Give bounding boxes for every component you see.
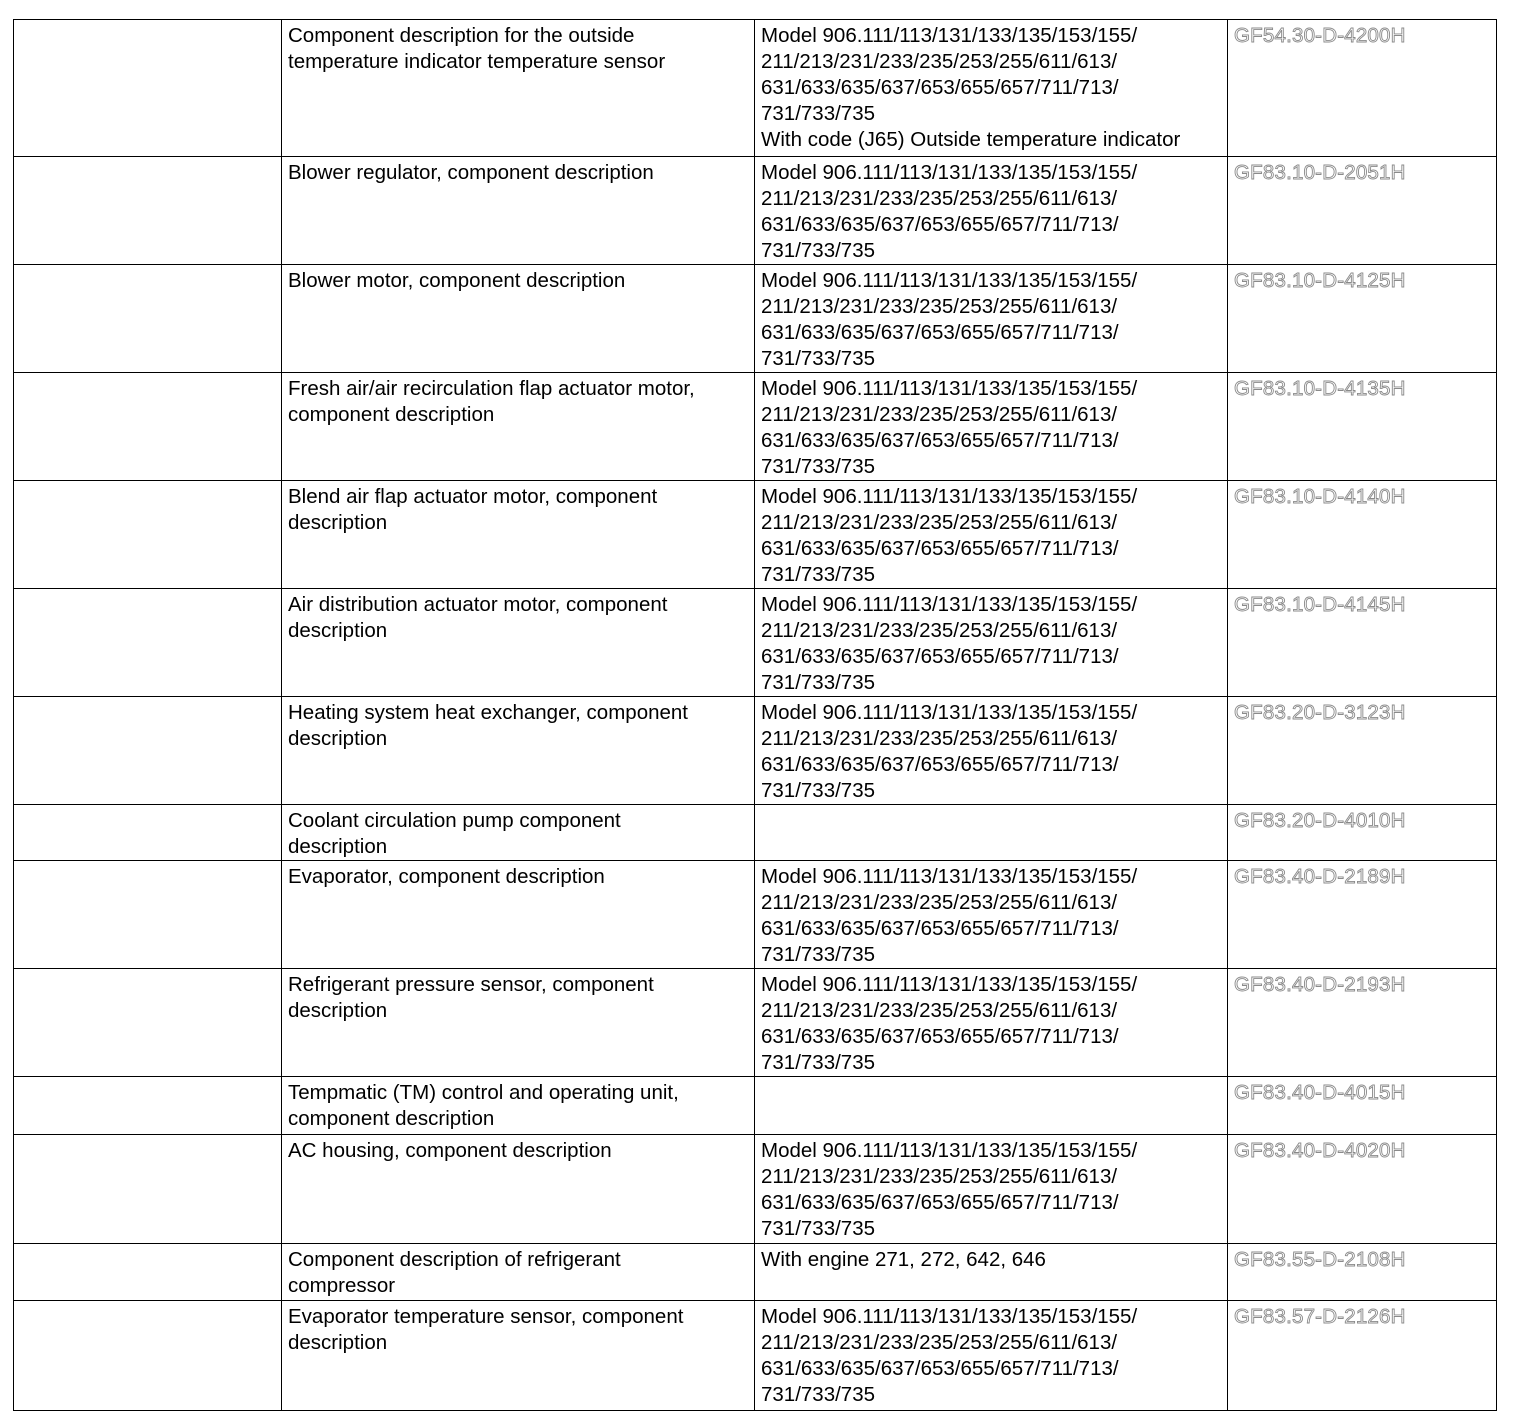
table-row [14,20,1497,157]
table-row [14,1077,1497,1135]
document-code-cell [1228,1244,1497,1301]
table-row [14,481,1497,589]
document-code-cell [1228,969,1497,1077]
table-body [14,20,1497,1411]
table-row [14,589,1497,697]
table-row [14,265,1497,373]
model-applicability: Model 906.111/113/131/133/135/153/155/ 211/213/231/233/235/253/255/611/613/ 631/633/635/637/653/655/657/711/713/ 731/733/735 [755,969,1228,1077]
document-code-cell [1228,373,1497,481]
document-code-cell [1228,1077,1497,1135]
table-row [14,805,1497,861]
document-code-link[interactable]: GF83.10-D-4125H [1234,269,1406,292]
empty-cell [14,861,282,969]
table-row [14,861,1497,969]
document-code-link[interactable]: GF83.20-D-3123H [1234,701,1406,724]
model-applicability: Model 906.111/113/131/133/135/153/155/ 211/213/231/233/235/253/255/611/613/ 631/633/635/637/653/655/657/711/713/ 731/733/735 [755,1135,1228,1244]
document-code-link[interactable]: GF83.10-D-2051H [1234,161,1406,184]
table-row [14,1301,1497,1411]
component-description: Component description for the outside temperature indicator temperature sensor [282,20,755,157]
document-code-link[interactable]: GF83.40-D-2193H [1234,973,1406,996]
component-description: Coolant circulation pump component description [282,805,755,861]
empty-cell [14,1301,282,1411]
table-row [14,1244,1497,1301]
table-row [14,697,1497,805]
document-code-link[interactable]: GF83.40-D-4020H [1234,1139,1406,1162]
component-description: AC housing, component description [282,1135,755,1244]
model-applicability: Model 906.111/113/131/133/135/153/155/ 211/213/231/233/235/253/255/611/613/ 631/633/635/637/653/655/657/711/713/ 731/733/735 With code (J65) Outside temperature indicator [755,20,1228,157]
component-description: Evaporator temperature sensor, component description [282,1301,755,1411]
empty-cell [14,481,282,589]
empty-cell [14,265,282,373]
component-description: Blend air flap actuator motor, component description [282,481,755,589]
document-code-cell [1228,481,1497,589]
document-code-cell [1228,157,1497,265]
document-code-link[interactable]: GF83.10-D-4140H [1234,485,1406,508]
document-code-link[interactable]: GF83.40-D-2189H [1234,865,1406,888]
component-description: Refrigerant pressure sensor, component description [282,969,755,1077]
component-description: Tempmatic (TM) control and operating unit, component description [282,1077,755,1135]
empty-cell [14,20,282,157]
component-description-table [13,19,1497,1411]
empty-cell [14,1077,282,1135]
document-code-cell [1228,861,1497,969]
document-code-link[interactable]: GF83.10-D-4145H [1234,593,1406,616]
model-applicability: Model 906.111/113/131/133/135/153/155/ 211/213/231/233/235/253/255/611/613/ 631/633/635/637/653/655/657/711/713/ 731/733/735 [755,861,1228,969]
component-description: Blower motor, component description [282,265,755,373]
document-code-cell [1228,1301,1497,1411]
empty-cell [14,697,282,805]
document-code-link[interactable]: GF83.20-D-4010H [1234,809,1406,832]
document-code-link[interactable]: GF83.40-D-4015H [1234,1081,1406,1104]
component-description: Component description of refrigerant compressor [282,1244,755,1301]
model-applicability [755,1077,1228,1135]
model-applicability: Model 906.111/113/131/133/135/153/155/ 211/213/231/233/235/253/255/611/613/ 631/633/635/637/653/655/657/711/713/ 731/733/735 [755,1301,1228,1411]
component-description: Evaporator, component description [282,861,755,969]
empty-cell [14,589,282,697]
model-applicability [755,805,1228,861]
empty-cell [14,805,282,861]
empty-cell [14,373,282,481]
document-code-link[interactable]: GF83.10-D-4135H [1234,377,1406,400]
model-applicability: Model 906.111/113/131/133/135/153/155/ 211/213/231/233/235/253/255/611/613/ 631/633/635/637/653/655/657/711/713/ 731/733/735 [755,481,1228,589]
model-applicability: Model 906.111/113/131/133/135/153/155/ 211/213/231/233/235/253/255/611/613/ 631/633/635/637/653/655/657/711/713/ 731/733/735 [755,697,1228,805]
document-code-cell [1228,265,1497,373]
document-code-link[interactable]: GF83.57-D-2126H [1234,1305,1406,1328]
table-row [14,1135,1497,1244]
empty-cell [14,157,282,265]
model-applicability: Model 906.111/113/131/133/135/153/155/ 211/213/231/233/235/253/255/611/613/ 631/633/635/637/653/655/657/711/713/ 731/733/735 [755,265,1228,373]
empty-cell [14,969,282,1077]
table-row [14,373,1497,481]
document-code-cell [1228,1135,1497,1244]
document-code-cell [1228,805,1497,861]
model-applicability: Model 906.111/113/131/133/135/153/155/ 211/213/231/233/235/253/255/611/613/ 631/633/635/637/653/655/657/711/713/ 731/733/735 [755,157,1228,265]
document-code-cell [1228,20,1497,157]
component-description: Heating system heat exchanger, component description [282,697,755,805]
component-description: Air distribution actuator motor, component description [282,589,755,697]
document-code-link[interactable]: GF54.30-D-4200H [1234,24,1406,47]
document-code-cell [1228,589,1497,697]
document-code-link[interactable]: GF83.55-D-2108H [1234,1248,1406,1271]
empty-cell [14,1244,282,1301]
empty-cell [14,1135,282,1244]
model-applicability: Model 906.111/113/131/133/135/153/155/ 211/213/231/233/235/253/255/611/613/ 631/633/635/637/653/655/657/711/713/ 731/733/735 [755,589,1228,697]
table-row [14,969,1497,1077]
model-applicability: Model 906.111/113/131/133/135/153/155/ 211/213/231/233/235/253/255/611/613/ 631/633/635/637/653/655/657/711/713/ 731/733/735 [755,373,1228,481]
model-applicability: With engine 271, 272, 642, 646 [755,1244,1228,1301]
component-description: Blower regulator, component description [282,157,755,265]
component-description: Fresh air/air recirculation flap actuator motor, component description [282,373,755,481]
document-code-cell [1228,697,1497,805]
table-row [14,157,1497,265]
